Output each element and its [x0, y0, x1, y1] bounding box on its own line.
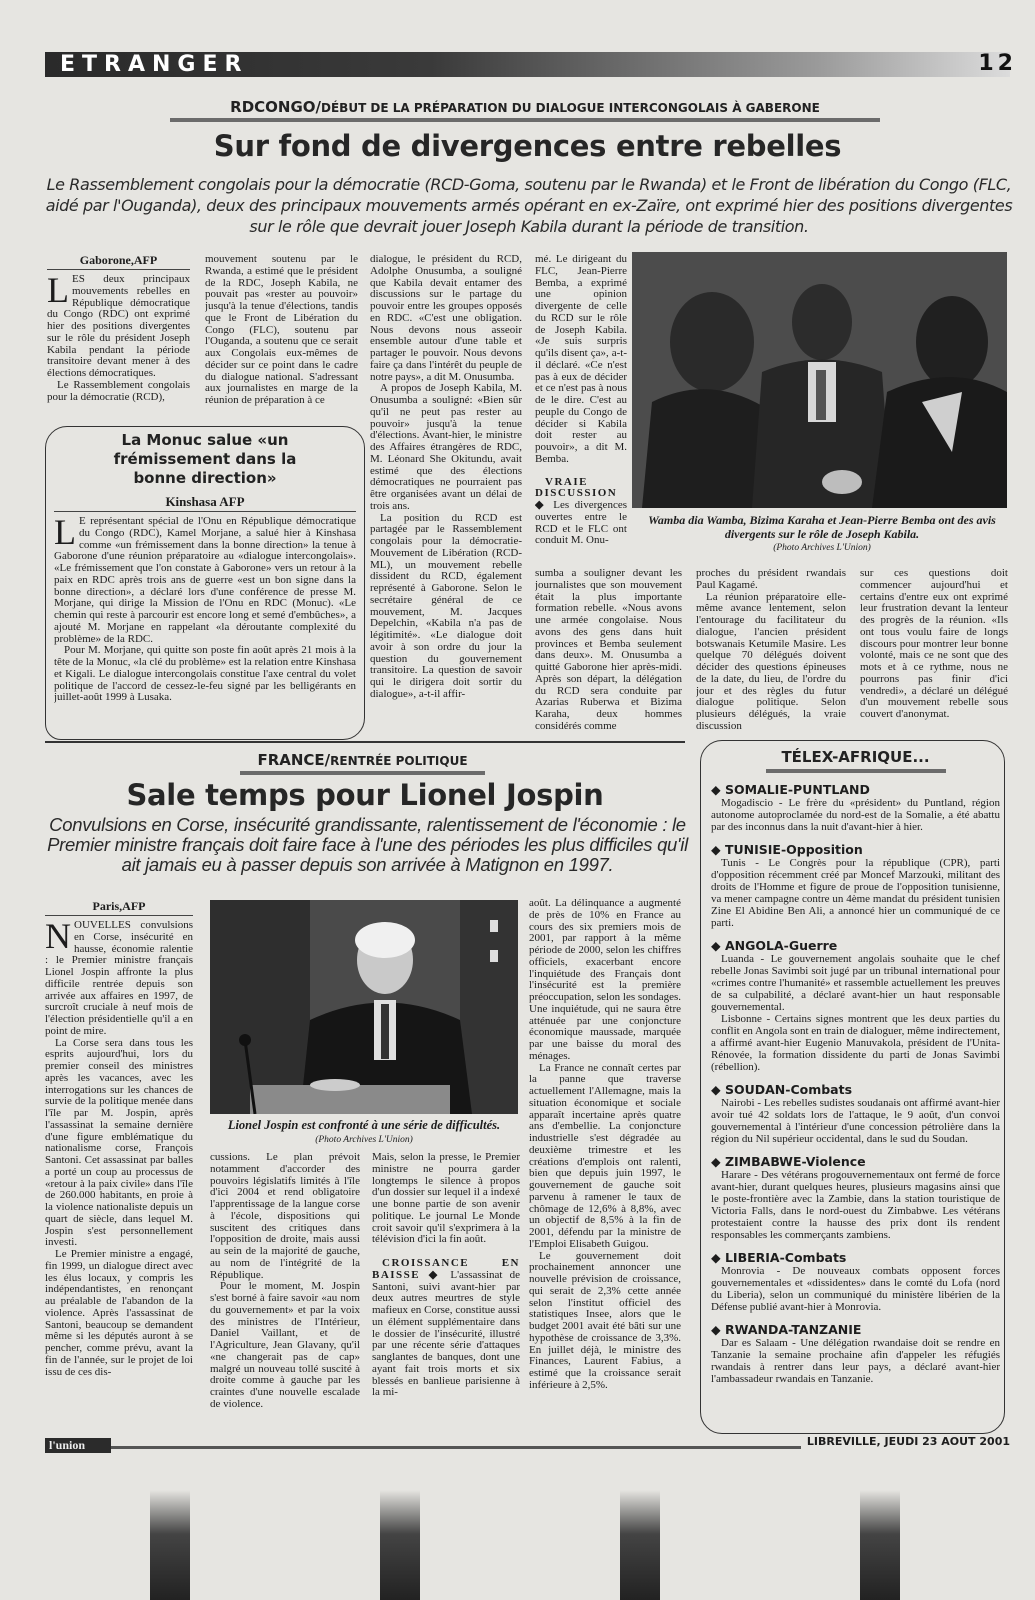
article1-headline: Sur fond de divergences entre rebelles — [213, 129, 842, 163]
masthead: l'union — [45, 1438, 111, 1453]
telex-item-text: Dar es Salaam - Une délégation rwandaise doit se rendre en Tanzanie la semaine prochaine afin d'appeler les réfugiés rwandais à rentrer dans leur pays, a déclaré avant-hier l'ambassadeur rwandais en Tanzanie. — [711, 1337, 1000, 1385]
kicker-underline — [170, 118, 880, 122]
box-title: La Monuc salue «un frémissement dans la bonne direction» — [113, 431, 297, 487]
paragraph: mouvement soutenu par le Rwanda, a estimé que le président de la RDC, Joseph Kabila, ne pouvait pas «rester au pouvoir» jusqu'à la tenue d'élections, tandis que le Front de Libération du Congo (FLC), soutenu par l'Ouganda, a soutenu que ce serait aux Congolais eux-mêmes de décider sur ce point dans le cadre du dialogue national. S'adressant aux journalistes en marge de la réunion de préparation à ce — [205, 254, 358, 406]
kicker-underline — [240, 771, 485, 775]
article2-headline: Sale temps pour Lionel Jospin — [126, 778, 604, 812]
paragraph: Le Premier ministre a engagé, fin 1999, un dialogue direct avec les élus locaux, y compris les indépendantistes, en renonçant au préalable de l'abandon de la violence. Après l'assassinat de Santoni, beaucoup se demandent même si les députés auront à se pencher, comme prévu, avant la fin de l'année, sur le projet de loi issu de ces dis- — [45, 1248, 193, 1378]
paragraph: Le gouvernement doit prochainement annoncer une nouvelle prévision de croissance, qui serait de 2,3% cette année selon l'institut officiel des statistiques Insee, alors que le budget 2001 avait été bâti sur une hypothèse de croissance de 3,3%. En juillet déjà, le ministre des Finances, Laurent Fabius, a estimé que la croissance serait inférieure à 2,5%. — [529, 1249, 681, 1391]
paragraph: Les divergences ouvertes entre le RCD et le FLC ont conduit M. Onu- — [535, 499, 627, 547]
dropcap: L — [47, 270, 69, 310]
photo-caption: Wamba dia Wamba, Bizima Karaha et Jean-Pierre Bemba ont des avis divergents sur le rôle de Joseph Kabila. — [648, 513, 996, 541]
title-underline — [766, 769, 946, 773]
telex-item-text: Tunis - Le Congrès pour la république (CPR), parti d'opposition récemment créé par Moncef Marzouki, militant des droits de l'Homme et figure de proue de l'opposition tunisienne, va mener campagne contre un 4ème mandat du président tunisien Zine El Abidine Ben Ali, a annoncé hier un communiqué de ce parti. — [711, 857, 1000, 929]
photo-credit: (Photo Archives L'Union) — [773, 543, 871, 553]
article1-column-3 — [370, 254, 522, 734]
paragraph: L'assassinat de Santoni, suivi avant-hier par deux autres meurtres de style mafieux en Corse, constitue aussi un élément supplémentaire dans le dossier de l'insécurité, illustré par une récente série d'attaques sanglantes de banques, dont une ayant fait trois morts et six blessés en banlieue parisienne à la mi- — [372, 1268, 520, 1399]
dateline: Paris,AFP — [45, 898, 193, 916]
article2-kicker — [240, 750, 485, 771]
paragraph: dialogue, le président du RCD, Adolphe Onusumba, a souligné que Kabila devait entamer des discussions sur le partage du pouvoir entre les groupes opposés en RDC. «C'est une obligation. Nous devons nous asseoir ensemble autour d'une table et partager le pouvoir. Nous devons faire ça dans l'intérêt du peuple de notre pays», a dit M. Onusumba. — [370, 254, 522, 383]
box-title: TÉLEX-AFRIQUE... — [781, 748, 930, 766]
article1-kicker — [170, 97, 880, 118]
paragraph: La Corse sera dans tous les esprits aujourd'hui, lors du premier conseil des ministres après les vacances, avec les interrogations sur les chances de survie de la politique menée dans l'île par M. Jospin, après l'assassinat la semaine dernière d'une figure emblématique du nationalisme corse, François Santoni. Cet assassinat par balles a porté un coup au processus de «retour à la paix civile» dans l'île de 260.000 habitants, en proie à la violence nationaliste depuis un quart de siècle, dans lequel M. Jospin s'est personnellement investi. — [45, 1036, 193, 1249]
box-body — [54, 494, 356, 734]
subhead: VRAIE DISCUSSION ◆ — [535, 475, 618, 511]
paragraph: ES deux principaux mouvements rebelles en République démocratique du Congo (RDC) ont exprimé hier des positions divergentes sur le rôle du président Joseph Kabila pendant la période transitoire devant mener à des élections démocratiques. — [47, 273, 190, 379]
telex-item-heading: ◆ LIBERIA-Combats — [711, 1250, 847, 1265]
paragraph: La France ne connaît certes par la panne que traverse actuellement l'Allemagne, mais la situation économique et sociale apparaît incertaine après quatre ans d'embellie. La conjoncture industrielle s'est dégradée au deuxième trimestre et les créations d'emplois ont ralenti, bien que depuis juin 1997, le gouvernement de gauche soit parvenu à ramener le taux de chômage de 12,6% à 8,8%, avec un objectif de 8,5% à la fin de 2001, défendu par la ministre de l'Emploi Elisabeth Guigou. — [529, 1061, 681, 1250]
section-title: ETRANGER — [60, 52, 249, 77]
article1-column-1 — [47, 252, 190, 420]
page-number: 12 — [978, 51, 1017, 76]
paragraph: Pour le moment, M. Jospin s'est borné à faire savoir «au nom du gouvernement» et par la voix des ministres de l'Intérieur, Daniel Vaillant, et de l'Agriculture, Jean Glavany, qu'il «ne changerait pas de cap» malgré un nouveau tollé suscité à droite comme à gauche par les craintes d'une nouvelle escalade de violence. — [210, 1280, 360, 1410]
article1-column-4 — [535, 254, 627, 568]
paragraph: A propos de Joseph Kabila, M. Onusumba a souligné: «Bien sûr qu'il ne peut pas rester au pouvoir» jusqu'à la tenue d'élections. Avant-hier, le ministre des Affaires étrangères de RDC, M. Léonard She Okitundu, avait estimé que des élections démocratiques ne pourraient pas être organisées avant un délai de trois ans. — [370, 382, 522, 512]
article1-column-2 — [205, 254, 358, 420]
article1-column-5 — [696, 568, 846, 734]
photo-credit: (Photo Archives L'Union) — [315, 1135, 413, 1145]
telex-items — [711, 782, 1000, 1385]
scan-artifact — [150, 1490, 190, 1600]
paragraph: sur ces questions doit commencer aujourd'hui et certains d'entre eux ont exprimé leur frustration devant la lenteur des progrès de la réunion. «Ils ont tous voulu faire de longs discours pour montrer leur bonne volonté, mais ce ne sont que des mots et à ce rythme, nous ne pourrons pas finir d'ici vendredi», a déclaré un délégué d'un mouvement rebelle sous couvert d'anonymat. — [860, 568, 1008, 720]
diamond-bullet-icon: ◆ — [711, 1154, 725, 1169]
kicker-rest: RENTRÉE POLITIQUE — [330, 754, 468, 768]
diamond-bullet-icon: ◆ — [711, 842, 725, 857]
article2-column-3 — [372, 1152, 520, 1434]
subhead: CROISSANCE EN BAISSE ◆ — [372, 1257, 520, 1281]
paragraph: cussions. Le plan prévoit notamment d'accorder des pouvoirs législatifs limités à l'île d'ici 2004 et rend obligatoire l'apprentissage de la langue corse à l'école, dispositions qui suscitent des critiques dans l'opposition de droite, mais aussi au sein de la majorité de gauche, au nom de l'intégrité de la République. — [210, 1152, 360, 1281]
diamond-bullet-icon: ◆ — [711, 938, 725, 953]
article2-column-2 — [210, 1152, 360, 1434]
article1-column-6 — [860, 568, 1008, 734]
scan-artifact — [620, 1490, 660, 1600]
article1-deck: Le Rassemblement congolais pour la démocratie (RCD-Goma, soutenu par le Rwanda) et le Front de libération du Congo (FLC, aidé par l'Ouganda), deux des principaux mouvements armés opérant en ex-Zaïre, ont exprimé hier des positions divergentes sur le rôle que devrait jouer Joseph Kabila durant la période de transition. — [45, 175, 1013, 236]
kicker-main: FRANCE/ — [257, 751, 331, 769]
telex-item-text: Lisbonne - Certains signes montrent que les deux parties du conflit en Angola sont en train de dialoguer, même indirectement, a affirmé avant-hier Eugenio Manuvakola, président de l'Unita-Rénovée, la formation dissidente du parti de Jonas Savimbi (rébellion). — [711, 1013, 1000, 1073]
photo-rebel-leaders — [632, 252, 1007, 508]
telex-item-text: Nairobi - Les rebelles sudistes soudanais ont affirmé avant-hier avoir tué 42 soldats lors de l'attaque, le 9 août, d'un convoi gouvernemental à l'intérieur d'une concession pétrolière dans la région du Nil supérieur occidental, dans le sud du Soudan. — [711, 1097, 1000, 1145]
diamond-bullet-icon: ◆ — [711, 1250, 725, 1265]
telex-item-heading: ◆ ANGOLA-Guerre — [711, 938, 838, 953]
telex-item-text: Mogadiscio - Le frère du «président» du Puntland, région autonome autoproclamée du nord-est de la Somalie, a été abattu par des inconnus dans la nuit d'avant-hier à hier. — [711, 797, 1000, 833]
footer-dateline: LIBREVILLE, JEUDI 23 AOUT 2001 — [801, 1434, 1010, 1450]
dateline: Kinshasa AFP — [54, 494, 356, 512]
paragraph: E représentant spécial de l'Onu en République démocratique du Congo (RDC), Kamel Morjane, a salué hier à Kinshasa comme «un frémissement dans la bonne direction» la tenue à Gaborone d'une réunion préparatoire au «dialogue intercongolais». «Le frémissement que l'on constate à Gaborone» vers un retour à la paix en RDC après trois ans de guerre «est un bon signe dans la bonne direction», a déclaré lors d'une conférence de presse M. Morjane, qui dirige la Mission de l'Onu en RDC (Monuc). «Le chemin qui reste à parcourir est encore long et semé d'embûches», a ajouté M. Morjane en rappelant «la déroutante complexité du problème» de la RDC. — [54, 515, 356, 645]
photo-caption: Lionel Jospin est confronté à une série de difficultés. — [227, 1118, 501, 1132]
diamond-bullet-icon: ◆ — [711, 1322, 725, 1337]
diamond-bullet-icon: ◆ — [711, 1082, 725, 1097]
telex-item-heading: ◆ ZIMBABWE-Violence — [711, 1154, 866, 1169]
dropcap: L — [54, 512, 76, 552]
kicker-rest: DÉBUT DE LA PRÉPARATION DU DIALOGUE INTERCONGOLAIS À GABERONE — [321, 101, 820, 115]
photo-lionel-jospin — [210, 900, 518, 1114]
paragraph: Pour M. Morjane, qui quitte son poste fin août après 21 mois à la tête de la Monuc, «la clé du problème» est la relation entre Kinshasa et Kigali. Le dialogue intercongolais constitue l'axe central du volet politique de l'accord de cessez-le-feu signé par les belligérants en juillet-août 1999 à Lusaka. — [54, 644, 356, 704]
monuc-box — [45, 426, 365, 740]
paragraph: Le Rassemblement congolais pour la démocratie (RCD), — [47, 378, 190, 403]
section-divider — [45, 741, 685, 743]
paragraph: Mais, selon la presse, le Premier ministre ne pourra garder longtemps le silence à propos d'un dossier sur lequel il a indexé une bonne partie de son avenir politique. Le journal Le Monde croit savoir qu'il s'exprimera à la télévision d'ici la fin août. — [372, 1152, 520, 1246]
paragraph: OUVELLES convulsions en Corse, insécurité en hausse, économie ralentie : le Premier ministre français Lionel Jospin affronte la plus difficile rentrée depuis son arrivée aux affaires en 1997, de surcroît cruciale à neuf mois de l'élection présidentielle qu'il a en point de mire. — [45, 919, 193, 1037]
article1-column-4-continued — [535, 568, 682, 734]
scan-artifact — [860, 1490, 900, 1600]
telex-item-heading: ◆ TUNISIE-Opposition — [711, 842, 863, 857]
kicker-main: RDCONGO/ — [230, 98, 322, 116]
scan-artifact — [380, 1490, 420, 1600]
paragraph: La position du RCD est partagée par le Rassemblement congolais pour la démocratie-Mouvement de Libération (RCD-ML), un mouvement rebelle dissident du RCD, également représenté à Gaborone. Selon le secrétaire général de ce mouvement, M. Jacques Depelchin, «Kabila n'a pas de légitimité». «Le dialogue doit avoir à son ordre du jour la question du gouvernement transitoire. La question de savoir qui le dirigera doit sortir du dialogue», a-t-il affir- — [370, 511, 522, 700]
article2-column-1 — [45, 898, 193, 1434]
paragraph: proches du président rwandais Paul Kagamé. — [696, 568, 846, 591]
dropcap: N — [45, 916, 71, 956]
dateline: Gaborone,AFP — [47, 252, 190, 270]
telex-item-heading: ◆ SOUDAN-Combats — [711, 1082, 853, 1097]
telex-item-heading: ◆ SOMALIE-PUNTLAND — [711, 782, 870, 797]
article2-deck: Convulsions en Corse, insécurité grandissante, ralentissement de l'économie : le Premier ministre français doit faire face à l'une des périodes les plus difficiles qu'il ait jamais eu à passer depuis son arrivée à Matignon en 1997. — [47, 814, 688, 875]
diamond-bullet-icon: ◆ — [711, 782, 725, 797]
telex-item-text: Luanda - Le gouvernement angolais souhaite que le chef rebelle Jonas Savimbi soit jugé par un tribunal international pour «crimes contre l'humanité» et rassemble actuellement les preuves de sa culpabilité, a déclaré avant-hier un haut responsable gouvernemental. — [711, 953, 1000, 1013]
telex-item-heading: ◆ RWANDA-TANZANIE — [711, 1322, 862, 1337]
telex-item-text: Harare - Des vétérans progouvernementaux ont fermé de force avant-hier, durant quelques heures, plusieurs magasins ainsi que le poste-frontière avec la Zambie, dans la station touristique de Victoria Falls, dans le nord-ouest du Zimbabwe. Les vétérans protestaient contre la hausse des prix dont ils rendent responsables les commerçants zambiens. — [711, 1169, 1000, 1241]
paragraph: La réunion préparatoire elle-même avance lentement, selon l'entourage du facilitateur du dialogue, l'ancien président botswanais Ketumile Masire. Les quelque 70 délégués doivent décider des questions épineuses de la date, du lieu, de l'ordre du jour et des règles du futur dialogue politique. Selon plusieurs délégués, la vraie discussion — [696, 590, 846, 732]
paragraph: sumba a souligner devant les journalistes que son mouvement était la plus importante formation rebelle. «Nous avons une armée congolaise. Nous avons des gens dans huit provinces et Bemba seulement dans deux». M. Onusumba a quitté Gaborone hier après-midi. Après son départ, la délégation du RCD sera conduite par Azarias Ruberwa et Bizima Karaha, deux hommes considérés comme — [535, 568, 682, 732]
article2-column-4 — [529, 898, 681, 1434]
paragraph: mé. Le dirigeant du FLC, Jean-Pierre Bemba, a exprimé une opinion divergente de celle du RCD sur le rôle de Joseph Kabila. «Je suis surpris qu'ils disent ça», a-t-il déclaré. «Ce n'est pas à eux de décider et ce n'est pas à nous de le dire. C'est au peuple du Congo de décider si Kabila doit rester au pouvoir», a dit M. Bemba. — [535, 254, 627, 465]
telex-item-text: Monrovia - De nouveaux combats opposent forces gouvernementales et «dissidentes» dans le comté du Lofa (nord du Liberia), selon un communiqué du ministère libérien de la Défense publié avant-hier à Monrovia. — [711, 1265, 1000, 1313]
telex-afrique-box — [700, 740, 1005, 1434]
paragraph: août. La délinquance a augmenté de près de 10% en France au cours des six premiers mois de 2001, par rapport à la même période de 2000, selon les chiffres officiels, exacerbant encore l'inquiétude des Français dont l'insécurité est la première préoccupation, selon les sondages. Une inquiétude, qui ne saura être atténuée par une conjoncture économique maussade, marquée par une baisse du moral des ménages. — [529, 898, 681, 1062]
